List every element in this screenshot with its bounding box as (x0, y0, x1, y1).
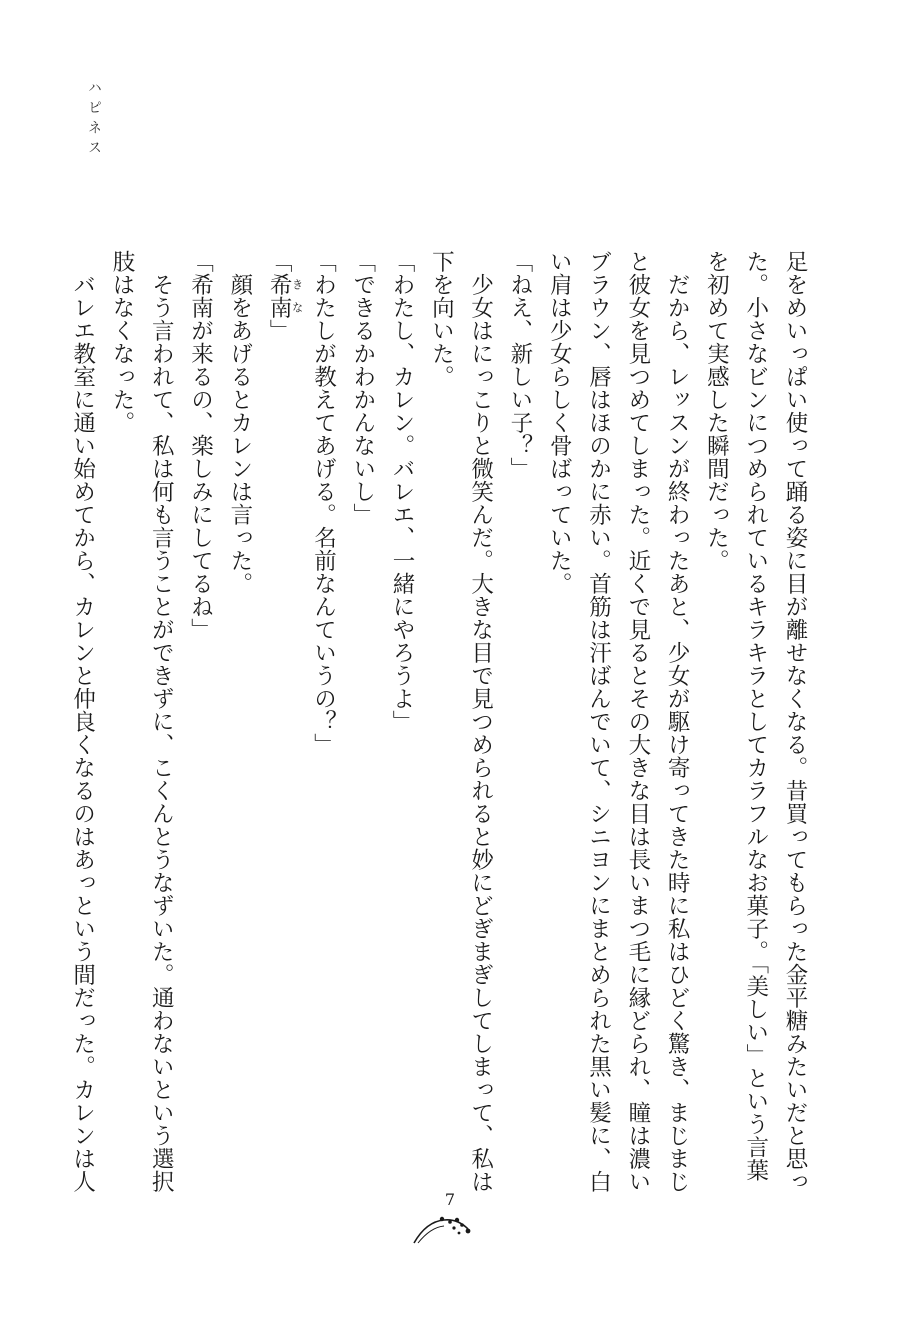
text-line: と彼女を見つめてしまった。近くで見るとその大きな目は長いまつ毛に縁どられ、瞳は濃い (624, 250, 651, 1193)
text-line-with-ruby: 「希南きな」 (266, 250, 304, 342)
body-text (69, 250, 814, 1193)
flourish-ornament-icon (410, 1213, 472, 1247)
ruby-name (266, 273, 304, 319)
text-line: 肢はなくなった。 (108, 250, 135, 434)
text-line: バレエ教室に通い始めてから、カレンと仲良くなるのはあっという間だった。カレンは人 (69, 250, 96, 1193)
text-line: を初めて実感した瞬間だった。 (703, 250, 730, 572)
text-line: そう言われて、私は何も言うことができずに、こくんとうなずいた。通わないという選択 (148, 250, 175, 1193)
text-line: 少女はにっこりと微笑んだ。大きな目で見つめられると妙にどぎまぎしてしまって、私は (467, 250, 494, 1193)
text-line: た。小さなビンにつめられているキラキラとしてカラフルなお菓子。「美しい」という言葉 (742, 250, 769, 1182)
ruby-base: 希南 (266, 273, 293, 319)
text-line: 下を向いた。 (428, 250, 455, 388)
running-head: ハピネス (86, 80, 102, 160)
text-line: 「わたしが教えてあげる。名前なんていうの？」 (310, 250, 337, 756)
text-line: 「できるかわかんないし」 (349, 250, 376, 526)
text-line: 顔をあげるとカレンは言った。 (226, 250, 253, 595)
page-number: 7 (444, 1190, 456, 1209)
text-line: 「希南が来るの、楽しみにしてるね」 (187, 250, 214, 641)
text-line: 「ねえ、新しい子？」 (506, 250, 533, 480)
text-line: い肩は少女らしく骨ばっていた。 (546, 250, 573, 595)
text-line: だから、レッスンが終わったあと、少女が駆け寄ってきた時に私はひどく驚き、まじまじ (664, 250, 691, 1193)
text-line: ブラウン、唇はほのかに赤い。首筋は汗ばんでいて、シニヨンにまとめられた黒い髪に、白 (585, 250, 612, 1193)
ruby-reading: きな (290, 273, 304, 319)
text-line: 足をめいっぱい使って踊る姿に目が離せなくなる。昔買ってもらった金平糖みたいだと思っ (782, 250, 808, 1193)
text-line: 「わたし、カレン。バレエ、一緒にやろうよ」 (389, 250, 416, 733)
